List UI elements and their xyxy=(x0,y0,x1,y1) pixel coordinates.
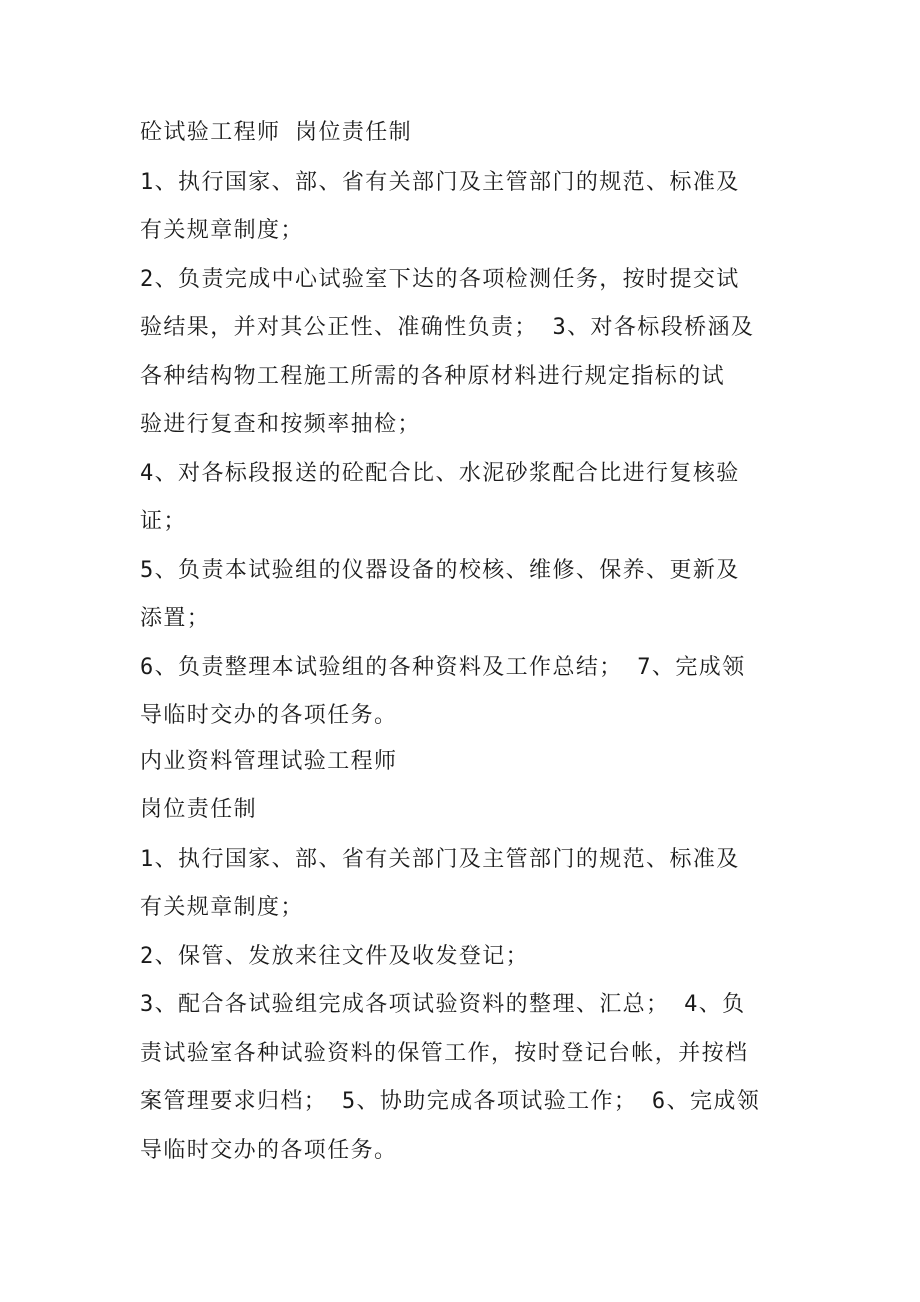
text-line: 2、负责完成中心试验室下达的各项检测任务，按时提交试 xyxy=(140,267,740,292)
text-line: 证； xyxy=(140,509,187,534)
text-line: 有关规章制度； xyxy=(140,895,304,920)
text-line: 1、执行国家、部、省有关部门及主管部门的规范、标准及 xyxy=(140,847,740,872)
section-title-concrete-engineer: 砼试验工程师 岗位责任制 xyxy=(140,120,413,145)
text-line: 案管理要求归档； 5、协助完成各项试验工作； 6、完成领 xyxy=(140,1089,761,1114)
text-line: 添置； xyxy=(140,606,211,631)
text-line: 责试验室各种试验资料的保管工作，按时登记台帐，并按档 xyxy=(140,1041,749,1066)
text-line: 6、负责整理本试验组的各种资料及工作总结； 7、完成领 xyxy=(140,655,746,680)
text-line: 导临时交办的各项任务。 xyxy=(140,1138,398,1163)
text-line: 导临时交办的各项任务。 xyxy=(140,703,398,728)
text-line: 3、配合各试验组完成各项试验资料的整理、汇总； 4、负 xyxy=(140,992,746,1017)
text-line: 2、保管、发放来往文件及收发登记； xyxy=(140,944,530,969)
text-line: 各种结构物工程施工所需的各种原材料进行规定指标的试 xyxy=(140,364,726,389)
text-line: 1、执行国家、部、省有关部门及主管部门的规范、标准及 xyxy=(140,170,740,195)
text-line: 验进行复查和按频率抽检； xyxy=(140,412,421,437)
text-line: 有关规章制度； xyxy=(140,218,304,243)
text-line: 5、负责本试验组的仪器设备的校核、维修、保养、更新及 xyxy=(140,558,740,583)
text-line: 验结果，并对其公正性、准确性负责； 3、对各标段桥涵及 xyxy=(140,315,755,340)
text-line: 4、对各标段报送的砼配合比、水泥砂浆配合比进行复核验 xyxy=(140,461,740,486)
section-subtitle: 岗位责任制 xyxy=(140,797,258,822)
section-title-records-engineer: 内业资料管理试验工程师 xyxy=(140,749,398,774)
